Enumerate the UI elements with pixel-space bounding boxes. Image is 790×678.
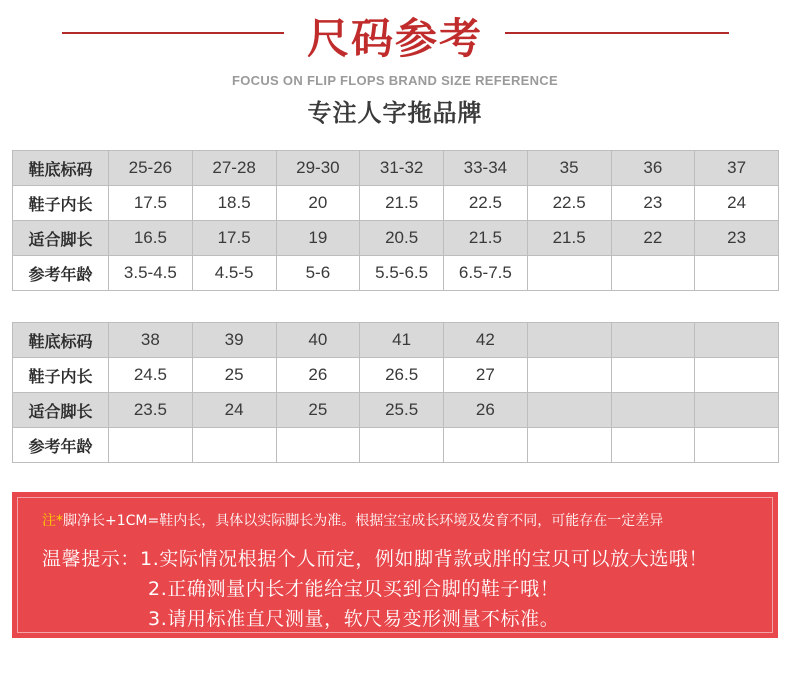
row-label: 鞋子内长 xyxy=(13,358,109,393)
table-cell: 20 xyxy=(276,186,360,221)
table-cell xyxy=(695,323,779,358)
table-row-age xyxy=(13,428,779,463)
table-cell: 29-30 xyxy=(276,151,360,186)
table-cell: 21.5 xyxy=(360,186,444,221)
table-cell xyxy=(695,428,779,463)
table-cell: 24 xyxy=(695,186,779,221)
table-cell xyxy=(527,393,611,428)
size-table-1 xyxy=(12,150,779,291)
subtitle-chinese: 专注人字拖品牌 xyxy=(307,99,483,127)
table-cell: 18.5 xyxy=(192,186,276,221)
table-cell: 25-26 xyxy=(109,151,193,186)
title-divider-right xyxy=(505,32,729,34)
table-cell: 41 xyxy=(360,323,444,358)
table-cell: 26 xyxy=(276,358,360,393)
table-cell xyxy=(695,358,779,393)
table-cell: 21.5 xyxy=(527,221,611,256)
tip-line-2: 2.正确测量内长才能给宝贝买到合脚的鞋子哦！ xyxy=(148,578,560,600)
table-cell: 23 xyxy=(695,221,779,256)
table-cell xyxy=(695,393,779,428)
tip-line-3: 3.请用标准直尺测量，软尺易变形测量不标准。 xyxy=(148,608,560,630)
table-cell: 5-6 xyxy=(276,256,360,291)
table-cell: 26.5 xyxy=(360,358,444,393)
table-cell: 22 xyxy=(611,221,695,256)
table-cell: 27 xyxy=(444,358,528,393)
table-row-sole-size xyxy=(13,323,779,358)
table-cell: 22.5 xyxy=(527,186,611,221)
table-cell: 40 xyxy=(276,323,360,358)
table-cell: 6.5-7.5 xyxy=(444,256,528,291)
table-cell: 16.5 xyxy=(109,221,193,256)
table-cell: 27-28 xyxy=(192,151,276,186)
table-row-sole-size xyxy=(13,151,779,186)
table-cell: 26 xyxy=(444,393,528,428)
row-label: 适合脚长 xyxy=(13,393,109,428)
table-cell: 3.5-4.5 xyxy=(109,256,193,291)
table-cell xyxy=(611,358,695,393)
table-cell: 4.5-5 xyxy=(192,256,276,291)
table-cell: 25 xyxy=(192,358,276,393)
note-text: 脚净长+1CM=鞋内长，具体以实际脚长为准。根据宝宝成长环境及发育不同，可能存在一定差异 xyxy=(63,513,664,529)
subtitle-english: FOCUS ON FLIP FLOPS BRAND SIZE REFERENCE xyxy=(232,73,558,88)
notice-box xyxy=(12,492,778,638)
table-cell xyxy=(444,428,528,463)
tip-line-1: 温馨提示：1.实际情况根据个人而定，例如脚背款或胖的宝贝可以放大选哦！ xyxy=(42,548,709,570)
table-cell xyxy=(611,393,695,428)
table-cell: 22.5 xyxy=(444,186,528,221)
table-cell: 25.5 xyxy=(360,393,444,428)
table-cell: 31-32 xyxy=(360,151,444,186)
table-row-age xyxy=(13,256,779,291)
table-cell: 24 xyxy=(192,393,276,428)
table-cell xyxy=(109,428,193,463)
table-cell xyxy=(611,428,695,463)
table-cell: 25 xyxy=(276,393,360,428)
row-label: 鞋底标码 xyxy=(13,323,109,358)
table-cell xyxy=(527,323,611,358)
table-cell: 17.5 xyxy=(109,186,193,221)
table-cell: 17.5 xyxy=(192,221,276,256)
table-cell xyxy=(611,256,695,291)
table-cell: 5.5-6.5 xyxy=(360,256,444,291)
row-label: 鞋底标码 xyxy=(13,151,109,186)
table-cell: 42 xyxy=(444,323,528,358)
table-cell: 20.5 xyxy=(360,221,444,256)
table-row-foot-length xyxy=(13,393,779,428)
row-label: 参考年龄 xyxy=(13,428,109,463)
table-cell: 19 xyxy=(276,221,360,256)
table-cell: 37 xyxy=(695,151,779,186)
table-cell xyxy=(695,256,779,291)
note-prefix: 注* xyxy=(42,513,63,529)
table-cell xyxy=(611,323,695,358)
table-cell: 23 xyxy=(611,186,695,221)
table-cell: 35 xyxy=(527,151,611,186)
table-cell xyxy=(360,428,444,463)
header xyxy=(0,0,790,140)
table-cell xyxy=(276,428,360,463)
table-row-inner-length xyxy=(13,358,779,393)
table-cell: 33-34 xyxy=(444,151,528,186)
table-row-inner-length xyxy=(13,186,779,221)
size-table-2 xyxy=(12,322,779,463)
table-cell xyxy=(192,428,276,463)
table-cell: 38 xyxy=(109,323,193,358)
row-label: 适合脚长 xyxy=(13,221,109,256)
table-row-foot-length xyxy=(13,221,779,256)
table-cell: 21.5 xyxy=(444,221,528,256)
row-label: 鞋子内长 xyxy=(13,186,109,221)
table-cell: 39 xyxy=(192,323,276,358)
row-label: 参考年龄 xyxy=(13,256,109,291)
table-cell: 23.5 xyxy=(109,393,193,428)
size-note xyxy=(42,510,663,530)
table-cell xyxy=(527,256,611,291)
table-cell: 36 xyxy=(611,151,695,186)
table-cell xyxy=(527,428,611,463)
page-title: 尺码参考 xyxy=(306,14,483,63)
table-cell xyxy=(527,358,611,393)
table-cell: 24.5 xyxy=(109,358,193,393)
